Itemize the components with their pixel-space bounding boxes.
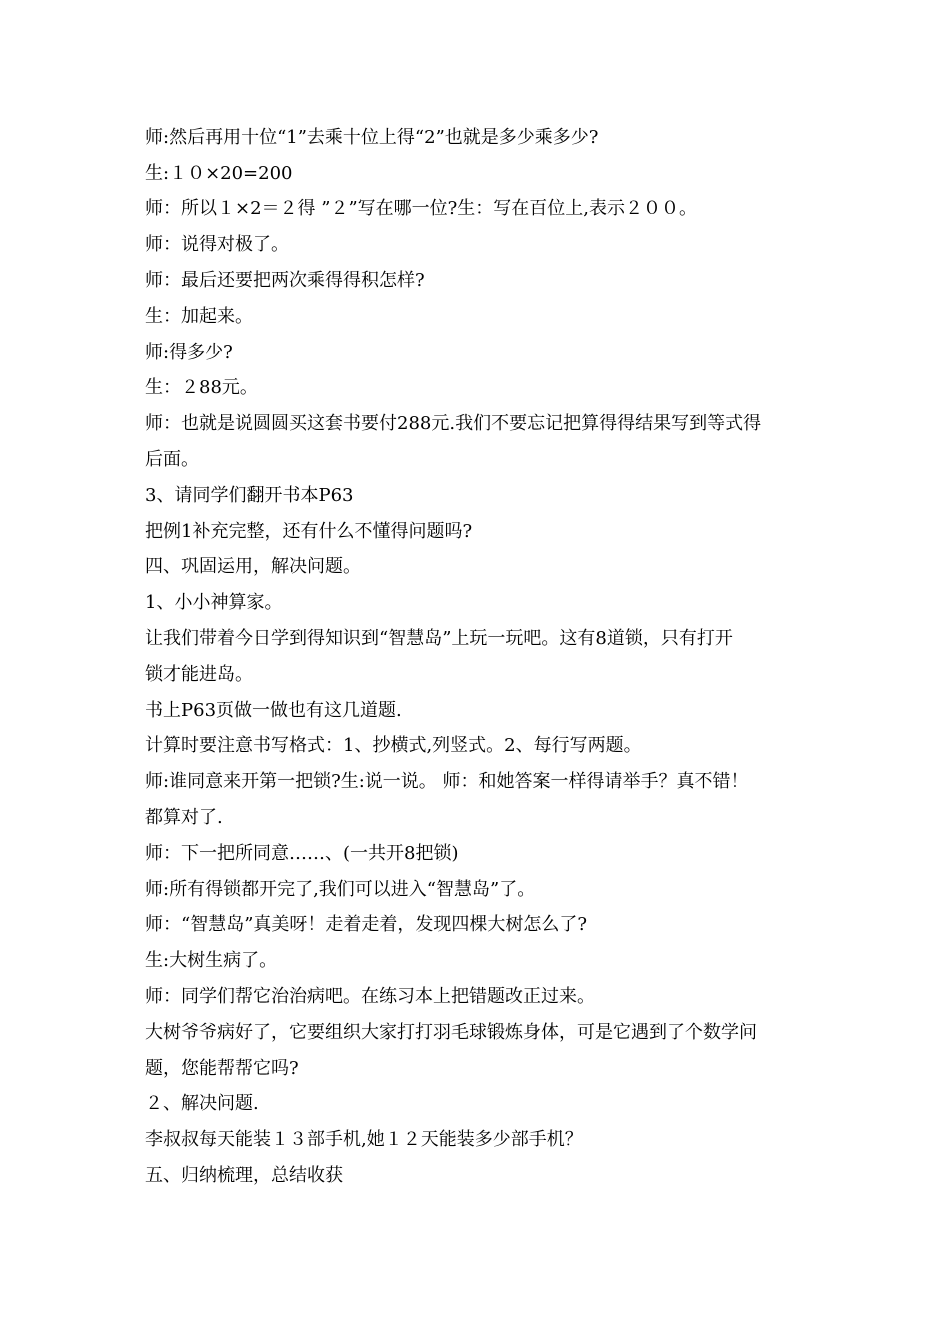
text-line: 把例1补充完整，还有什么不懂得问题吗? <box>145 521 473 542</box>
text-line: 都算对了. <box>145 807 223 828</box>
text-line: 师：所以１×2＝２得 ”２”写在哪一位?生：写在百位上,表示２００。 <box>145 198 698 219</box>
text-line: 3、请同学们翻开书本P63 <box>145 485 354 506</box>
text-line: 李叔叔每天能装１３部手机,她１２天能装多少部手机？ <box>145 1129 583 1150</box>
text-line: 师:所有得锁都开完了,我们可以进入“智慧岛”了。 <box>145 879 536 900</box>
text-line: 计算时要注意书写格式：1、抄横式,列竖式。2、每行写两题。 <box>145 735 642 756</box>
text-line: 后面。 <box>145 449 199 470</box>
text-line: 师:得多少? <box>145 342 233 363</box>
section-heading: 五、归纳梳理，总结收获 <box>145 1165 343 1186</box>
text-line: 1、小小神算家。 <box>145 592 283 613</box>
text-line: 师：也就是说圆圆买这套书要付288元.我们不要忘记把算得得结果写到等式得 <box>145 413 762 434</box>
text-line: ２、解决问题. <box>145 1093 259 1114</box>
text-line: 生：加起来。 <box>145 306 253 327</box>
text-line: 师：说得对极了。 <box>145 234 289 255</box>
text-line: 师：“智慧岛”真美呀！走着走着，发现四棵大树怎么了? <box>145 914 588 935</box>
text-line: 大树爷爷病好了，它要组织大家打打羽毛球锻炼身体，可是它遇到了个数学问 <box>145 1022 757 1043</box>
text-line: 师:谁同意来开第一把锁?生:说一说。 师：和她答案一样得请举手？真不错！ <box>145 771 749 792</box>
text-line: 书上P63页做一做也有这几道题. <box>145 700 402 721</box>
text-line: 生：２88元。 <box>145 377 258 398</box>
text-line: 生:大树生病了。 <box>145 950 278 971</box>
text-line: 题，您能帮帮它吗? <box>145 1058 299 1079</box>
section-heading: 四、巩固运用，解决问题。 <box>145 556 361 577</box>
text-line: 师：同学们帮它治治病吧。在练习本上把错题改正过来。 <box>145 986 595 1007</box>
text-line: 生:１０×20=200 <box>145 163 293 184</box>
text-line: 让我们带着今日学到得知识到“智慧岛”上玩一玩吧。这有8道锁，只有打开 <box>145 628 733 649</box>
text-line: 锁才能进岛。 <box>145 664 253 685</box>
text-line: 师：下一把所同意……、(一共开8把锁) <box>145 843 459 864</box>
text-line: 师：最后还要把两次乘得得积怎样? <box>145 270 425 291</box>
text-line: 师:然后再用十位“1”去乘十位上得“2”也就是多少乘多少? <box>145 127 599 148</box>
